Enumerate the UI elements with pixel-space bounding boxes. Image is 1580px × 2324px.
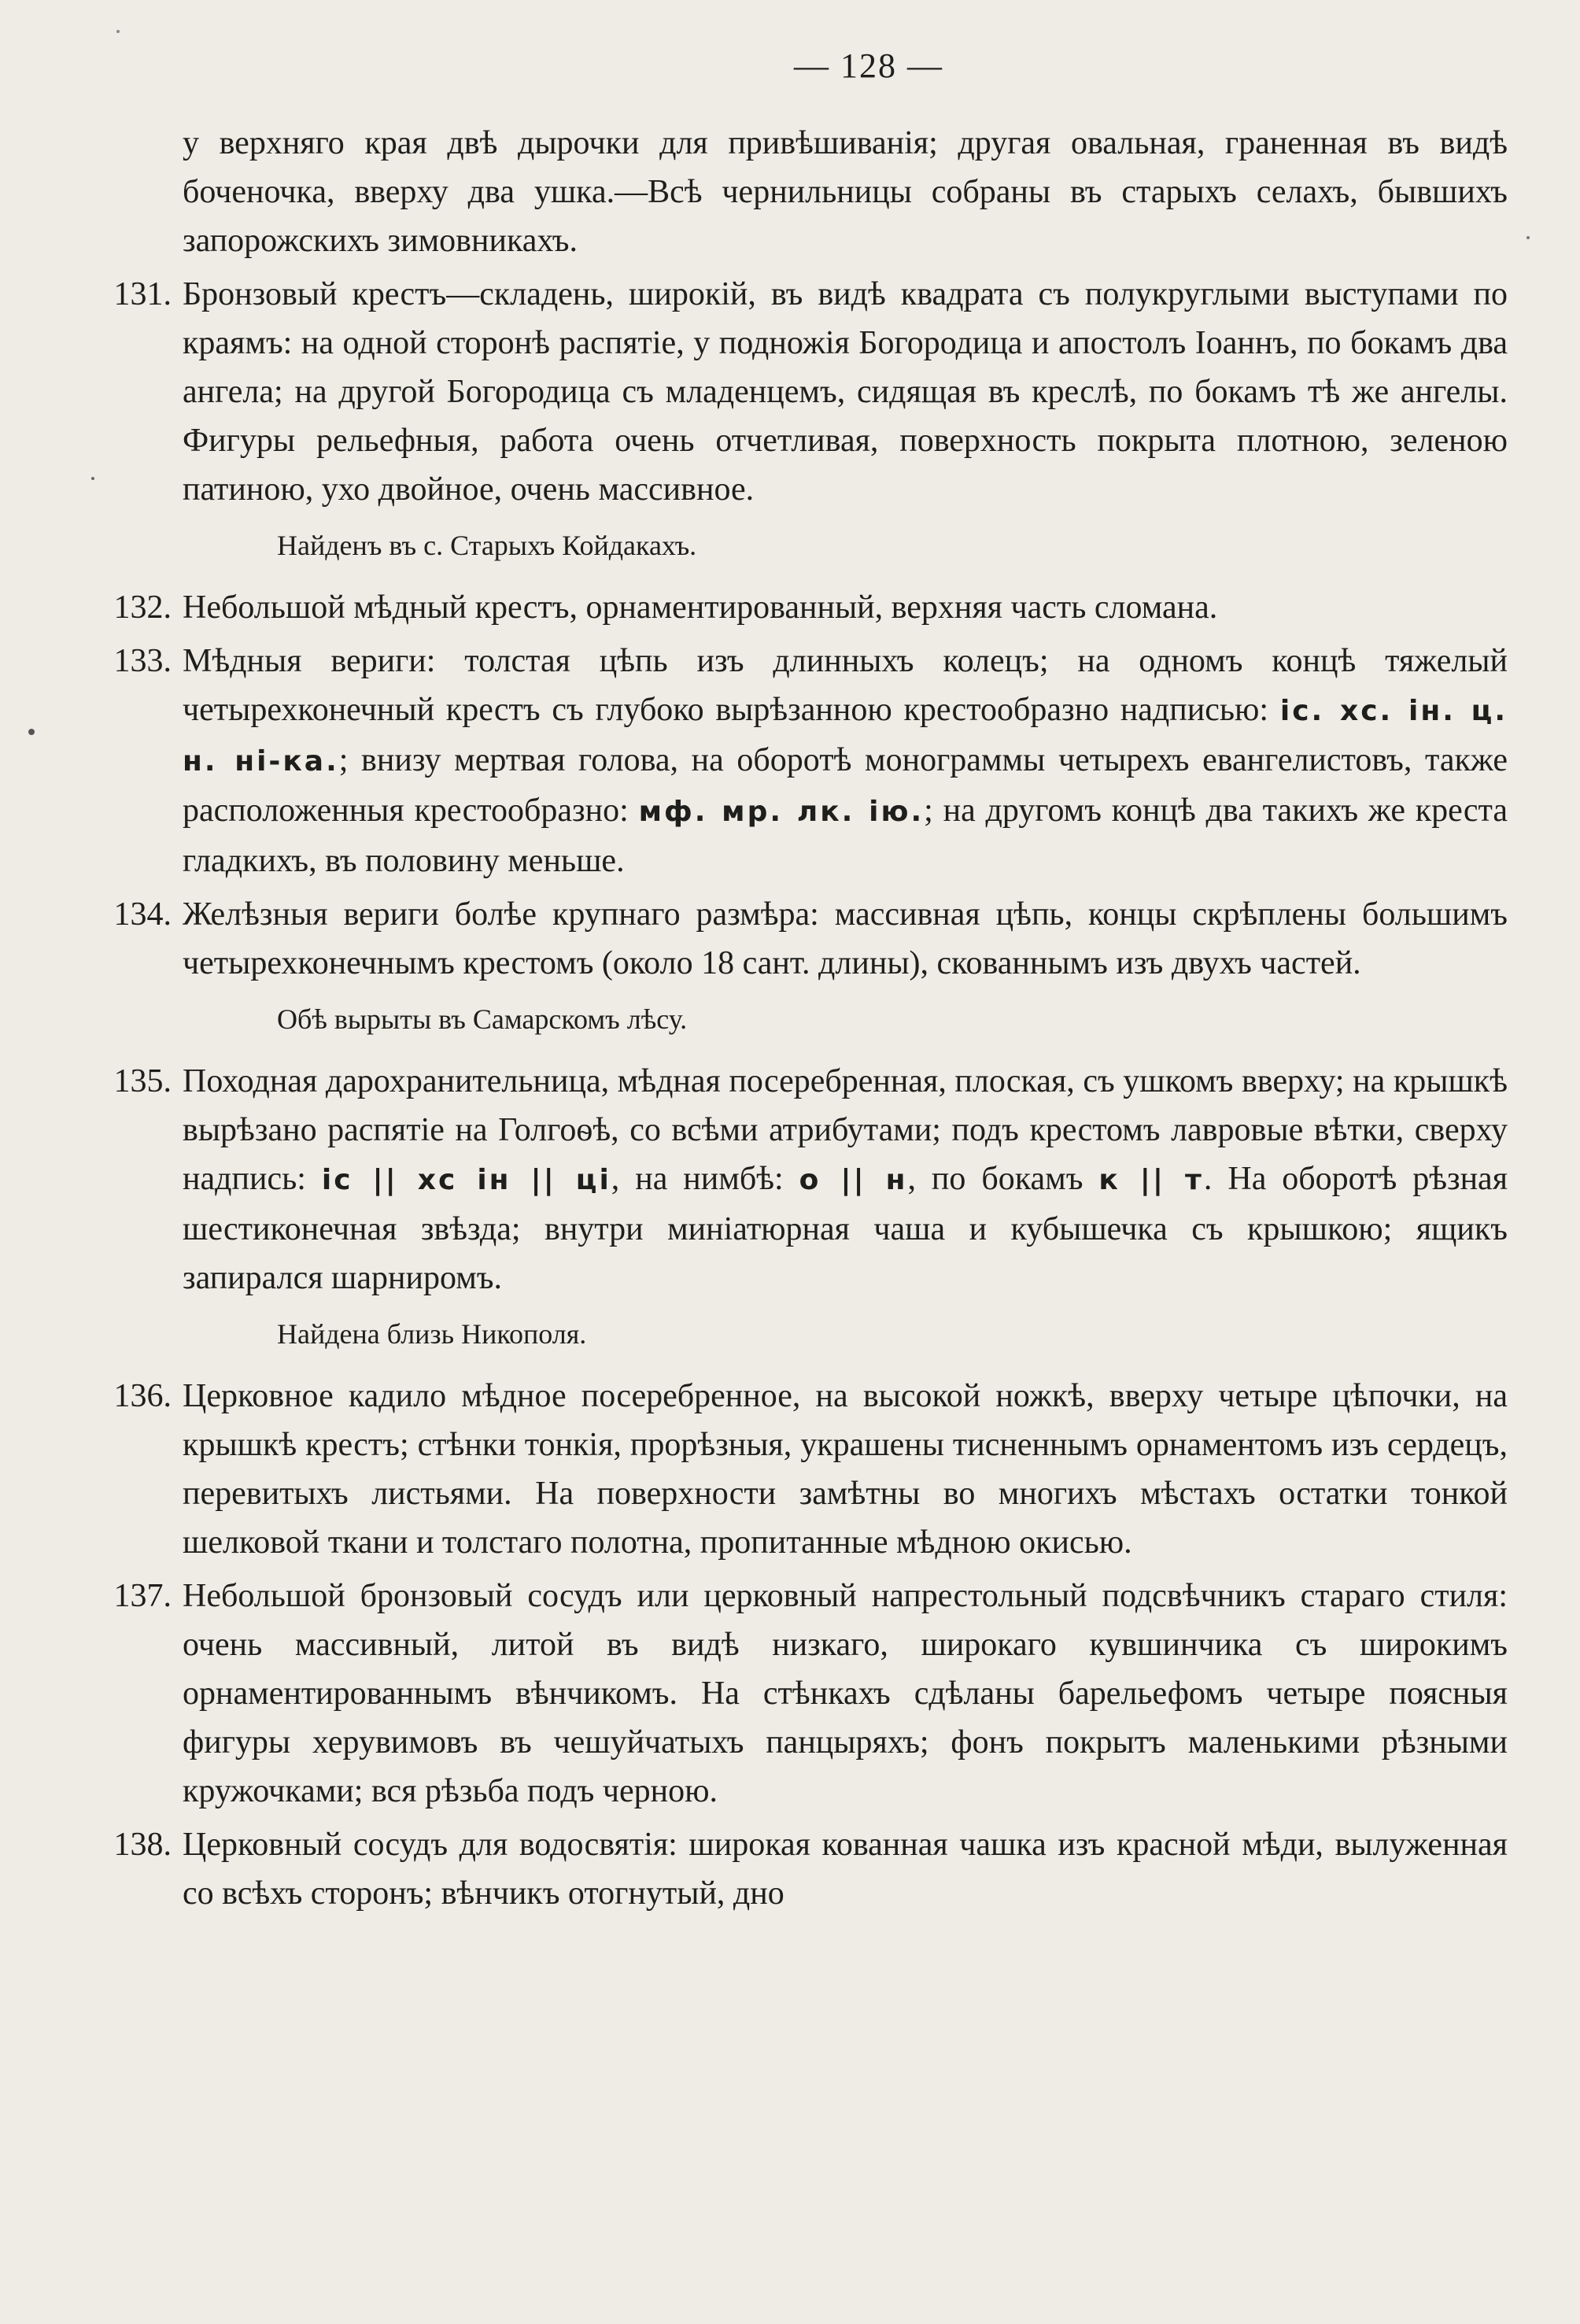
entry-text: Бронзовый крестъ—складень, широкій, въ видѣ квадрата съ полукруглыми выступами по краямъ: на одной сторонѣ распятіе, у подножія Богородица и апостолъ Іоаннъ, по бокамъ два ангела; на другой Богородица съ младенцемъ, сидящая въ креслѣ, по бокамъ тѣ же ангелы. Фигуры рельефныя, работа очень отчетливая, поверхность покрыта плотною, зеленою патиною, ухо двойное, очень массивное. bbox=[183, 276, 1508, 508]
entry-number: 137. bbox=[113, 1578, 172, 1614]
entry-number: 135. bbox=[113, 1063, 172, 1099]
entry-number: 133. bbox=[113, 643, 172, 679]
find-location-note: Обѣ вырыты въ Самарскомъ лѣсу. bbox=[277, 1003, 688, 1035]
find-location-note: Найдена близь Никополя. bbox=[277, 1318, 587, 1350]
entry-text: Небольшой бронзовый сосудъ или церковный напрестольный подсвѣчникъ стараго стиля: очень массивный, литой въ видѣ низкаго, широкаго кувшинчика съ широкимъ орнаментированнымъ вѣнчикомъ. На стѣнкахъ сдѣланы барельефомъ четыре поясныя фигуры херувимовъ въ чешуйчатыхъ панцыряхъ; фонъ покрытъ маленькими рѣзными кружочками; вся рѣзьба подъ черною. bbox=[183, 1578, 1508, 1809]
slavonic-inscription: к || т bbox=[1098, 1164, 1204, 1196]
entry-text-part: , по бокамъ bbox=[907, 1161, 1083, 1197]
entry-text-part: Походная дарохранительница, мѣдная посеребренная, плоская, съ ушкомъ вверху; на крышкѣ вырѣзано распятіе на Голгоѳѣ, со всѣми атрибутами; подъ крестомъ лавровые вѣтки, сверху надпись: bbox=[183, 1063, 1508, 1197]
entry-number: 131. bbox=[113, 276, 172, 312]
entry-number: 134. bbox=[113, 896, 172, 933]
entry-number: 132. bbox=[113, 589, 172, 626]
page-number: — 128 — bbox=[794, 46, 943, 85]
entry-text: Церковное кадило мѣдное посеребренное, на высокой ножкѣ, вверху четыре цѣпочки, на крышкѣ крестъ; стѣнки тонкія, прорѣзныя, украшены тисненнымъ орнаментомъ изъ сердецъ, перевитыхъ листьями. На поверхности замѣтны во многихъ мѣстахъ остатки тонкой шелковой ткани и толстаго полотна, пропитанные мѣдною окисью. bbox=[183, 1378, 1508, 1561]
entry-text: Церковный сосудъ для водосвятія: широкая кованная чашка изъ красной мѣди, вылуженная со всѣхъ сторонъ; вѣнчикъ отогнутый, дно bbox=[183, 1827, 1508, 1912]
entry-number: 138. bbox=[113, 1827, 172, 1863]
continuation-text: у верхняго края двѣ дырочки для привѣшиванія; другая овальная, граненная въ видѣ боченочка, вверху два ушка.—Всѣ чернильницы собраны въ старыхъ селахъ, бывшихъ запорожскихъ зимовникахъ. bbox=[183, 125, 1508, 259]
slavonic-inscription: мф. мр. лк. ію. bbox=[638, 796, 925, 828]
entry-text-part: . На оборотѣ рѣзная шестиконечная звѣзда; внутри миніатюрная чаша и кубышечка съ крышкою; ящикъ запирался шарниромъ. bbox=[183, 1161, 1508, 1296]
slavonic-inscription: іс || хс ін || ці bbox=[321, 1164, 611, 1196]
entry-text-part: , на нимбѣ: bbox=[611, 1161, 784, 1197]
entry-text: Небольшой мѣдный крестъ, орнаментированный, верхняя часть сломана. bbox=[183, 589, 1218, 626]
slavonic-inscription: іс. хс. ін. ц. н. ні-ка. bbox=[183, 695, 1508, 778]
find-location-note: Найденъ въ с. Старыхъ Койдакахъ. bbox=[277, 530, 697, 561]
slavonic-inscription: о || н bbox=[799, 1164, 908, 1196]
entry-text-part: ; на другомъ концѣ два такихъ же креста гладкихъ, въ половину меньше. bbox=[183, 793, 1508, 879]
entry-number: 136. bbox=[113, 1378, 172, 1414]
entry-text-part: ; внизу мертвая голова, на оборотѣ монограммы четырехъ евангелистовъ, также расположенныя крестообразно: bbox=[183, 742, 1508, 829]
entry-text: Желѣзныя вериги болѣе крупнаго размѣра: массивная цѣпь, концы скрѣплены большимъ четырехконечнымъ крестомъ (около 18 сант. длины), скованнымъ изъ двухъ частей. bbox=[183, 896, 1508, 981]
entry-text-part: Мѣдныя вериги: толстая цѣпь изъ длинныхъ колецъ; на одномъ концѣ тяжелый четырехконечный крестъ съ глубоко вырѣзанною крестообразно надписью: bbox=[183, 643, 1508, 728]
